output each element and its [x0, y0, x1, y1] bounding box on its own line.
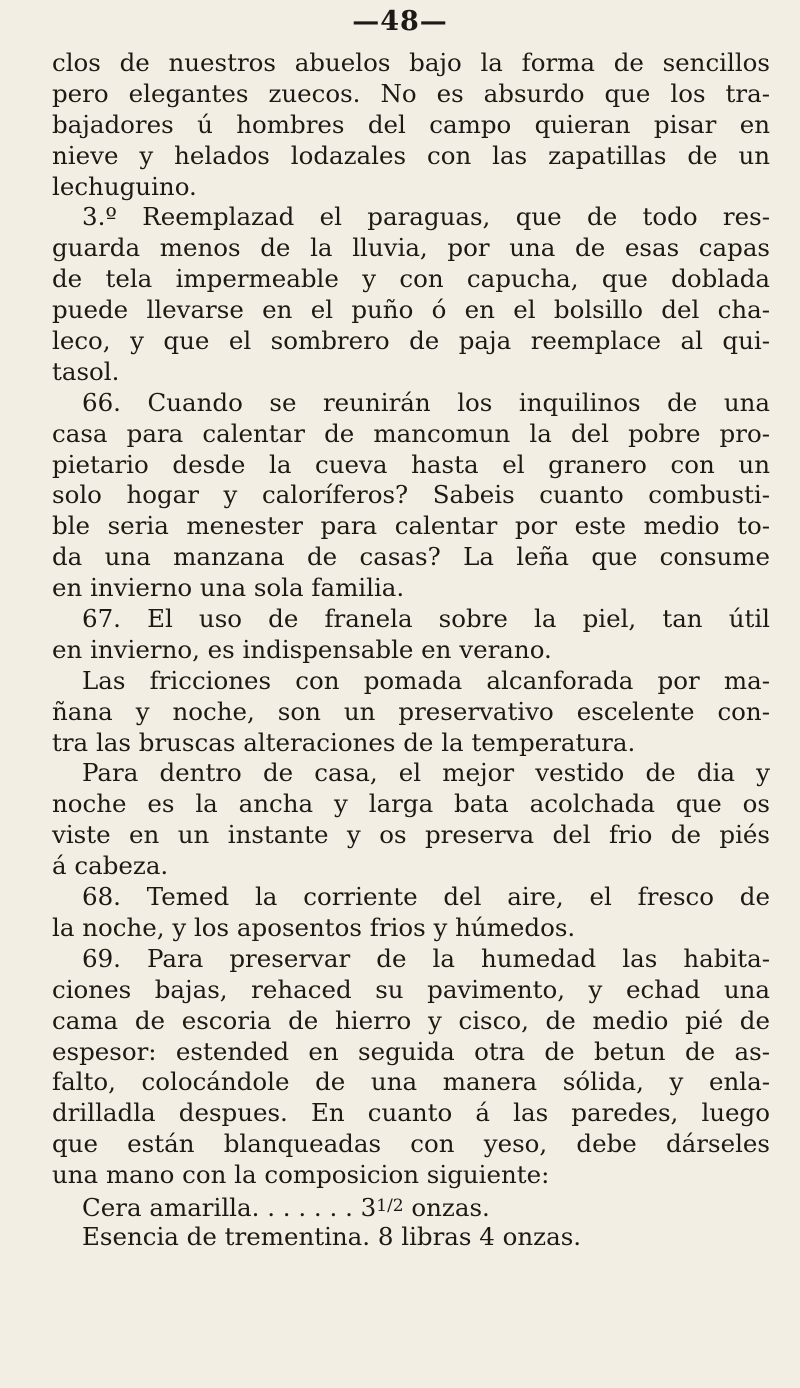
recipe-row — [52, 1191, 770, 1222]
text-line: ble seria menester para calentar por este medio to- — [52, 511, 770, 541]
text-line: 68. Temed la corriente del aire, el fresco de — [82, 882, 770, 912]
text-line: tra las bruscas alteraciones de la temperatura. — [52, 727, 636, 757]
recipe-unit: onzas. — [403, 1192, 490, 1222]
text-line: en invierno una sola familia. — [52, 573, 405, 603]
text-line: 69. Para preservar de la humedad las habita- — [82, 943, 770, 973]
text-line: cama de escoria de hierro y cisco, de medio pié de — [52, 1005, 770, 1035]
text-line: en invierno, es indispensable en verano. — [52, 634, 552, 664]
recipe-item: Cera amarilla. . . . . . . 3 — [82, 1192, 377, 1222]
text-line: noche es la ancha y larga bata acolchada que os — [52, 789, 770, 819]
recipe-item: Esencia de trementina. 8 libras 4 onzas. — [82, 1221, 582, 1251]
text-line: viste en un instante y os preserva del frio de piés — [52, 820, 770, 850]
text-line: 66. Cuando se reunirán los inquilinos de una — [82, 387, 770, 417]
text-line: leco, y que el sombrero de paja reemplace al qui- — [52, 326, 770, 356]
text-line: lechuguino. — [52, 171, 197, 201]
text-line: bajadores ú hombres del campo quieran pisar en — [52, 109, 770, 139]
text-line: casa para calentar de mancomun la del pobre pro- — [52, 418, 770, 448]
recipe-row — [52, 1222, 770, 1253]
text-line: pero elegantes zuecos. No es absurdo que los tra- — [52, 78, 770, 108]
text-line: ñana y noche, son un preservativo escelente con- — [52, 696, 770, 726]
text-line: 67. El uso de franela sobre la piel, tan útil — [82, 604, 770, 634]
text-line: á cabeza. — [52, 851, 169, 881]
text-line: la noche, y los aposentos frios y húmedos. — [52, 912, 576, 942]
body-text — [52, 48, 770, 1253]
text-line: clos de nuestros abuelos bajo la forma de sencillos — [52, 48, 770, 77]
text-line: Para dentro de casa, el mejor vestido de dia y — [82, 758, 770, 788]
text-line: falto, colocándole de una manera sólida, y enla- — [52, 1067, 770, 1097]
text-line: drilladla despues. En cuanto á las paredes, luego — [52, 1098, 770, 1128]
text-line: tasol. — [52, 356, 120, 386]
text-line: de tela impermeable y con capucha, que doblada — [52, 264, 770, 294]
text-line: solo hogar y caloríferos? Sabeis cuanto combusti- — [52, 480, 770, 510]
text-line: guarda menos de la lluvia, por una de esas capas — [52, 233, 770, 263]
recipe-fraction: 1/2 — [376, 1195, 404, 1216]
text-line: nieve y helados lodazales con las zapatillas de un — [52, 140, 770, 170]
text-line: 3.º Reemplazad el paraguas, que de todo res- — [82, 202, 770, 232]
text-line: ciones bajas, rehaced su pavimento, y echad una — [52, 974, 770, 1004]
text-line: puede llevarse en el puño ó en el bolsillo del cha- — [52, 295, 770, 325]
page-number: —48— — [352, 6, 448, 37]
text-line: que están blanqueadas con yeso, debe dárseles — [52, 1129, 770, 1159]
text-line: una mano con la composicion siguiente: — [52, 1160, 550, 1190]
text-line: da una manzana de casas? La leña que consume — [52, 542, 770, 572]
text-line: espesor: estended en seguida otra de betun de as- — [52, 1036, 770, 1066]
text-line: Las fricciones con pomada alcanforada por ma- — [82, 665, 770, 695]
text-line: pietario desde la cueva hasta el granero con un — [52, 449, 770, 479]
